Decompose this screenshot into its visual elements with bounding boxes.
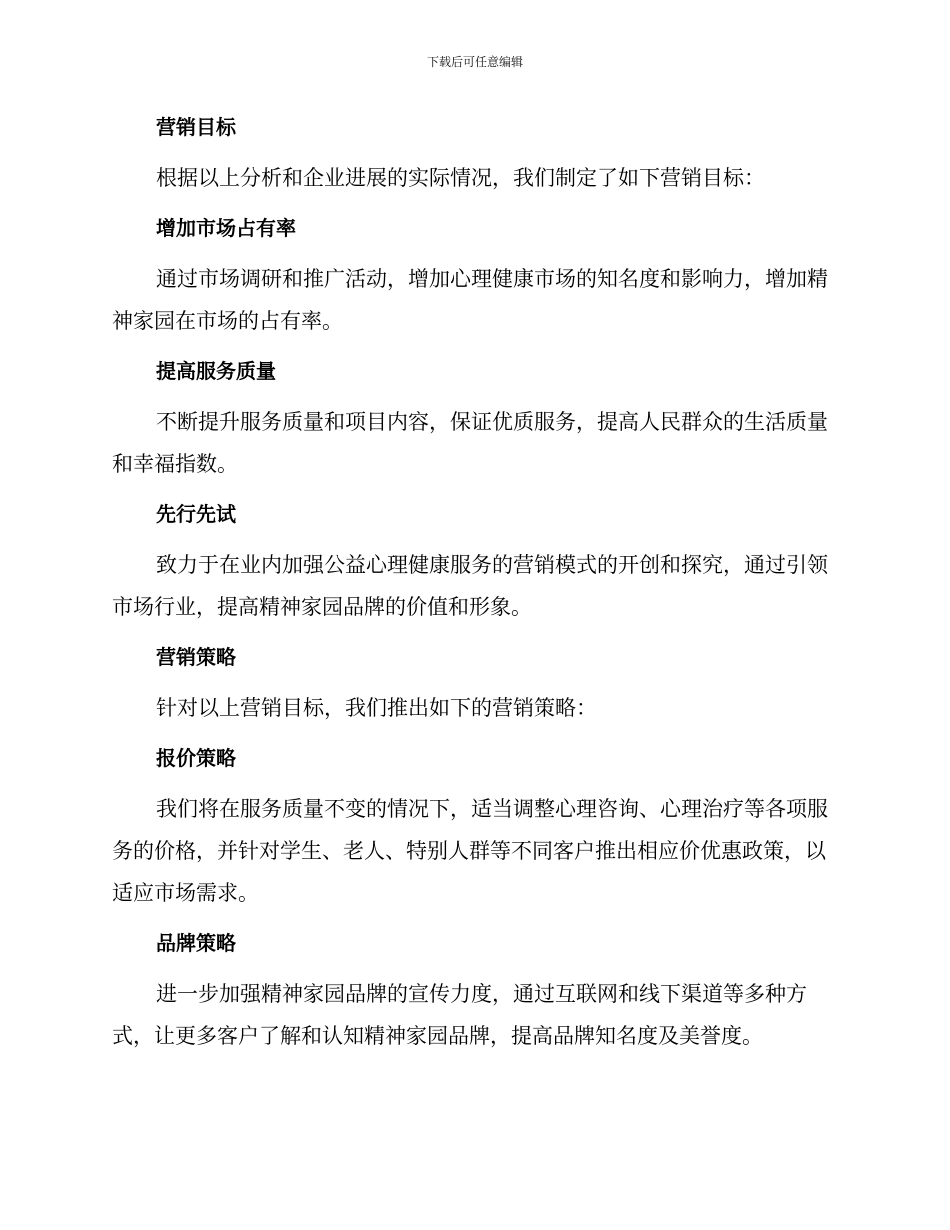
section-heading: 提高服务质量 [156,359,276,383]
section-paragraph: 我们将在服务质量不变的情况下，适当调整心理咨询、心理治疗等各项服务的价格，并针对学生、老人、特别人群等不同客户推出相应价优惠政策，以适应市场需求。 [112,797,828,905]
section-paragraph: 致力于在业内加强公益心理健康服务的营销模式的开创和探究，通过引领市场行业，提高精神家园品牌的价值和形象。 [112,553,828,619]
section-heading: 营销目标 [156,115,236,139]
section-brand-strategy [112,926,830,1057]
section-heading: 增加市场占有率 [156,216,296,240]
section-paragraph: 进一步加强精神家园品牌的宣传力度，通过互联网和线下渠道等多种方式，让更多客户了解和认知精神家园品牌，提高品牌知名度及美誉度。 [112,982,807,1048]
section-paragraph: 根据以上分析和企业进展的实际情况，我们制定了如下营销目标： [156,166,765,190]
section-heading: 品牌策略 [156,931,236,955]
header-note: 下载后可任意编辑 [426,55,523,69]
section-marketing-strategy [112,640,830,729]
section-paragraph: 针对以上营销目标，我们推出如下的营销策略： [156,696,597,720]
section-service-quality [112,354,830,485]
section-pricing-strategy [112,741,830,914]
section-heading: 营销策略 [156,645,236,669]
section-pilot [112,497,830,628]
section-market-share [112,211,830,342]
section-paragraph: 通过市场调研和推广活动，增加心理健康市场的知名度和影响力，增加精神家园在市场的占有率。 [112,267,828,333]
section-marketing-goals [112,110,830,199]
section-heading: 报价策略 [156,746,236,770]
section-paragraph: 不断提升服务质量和项目内容，保证优质服务，提高人民群众的生活质量和幸福指数。 [112,410,828,476]
document-body [112,110,830,1057]
section-heading: 先行先试 [156,502,236,526]
